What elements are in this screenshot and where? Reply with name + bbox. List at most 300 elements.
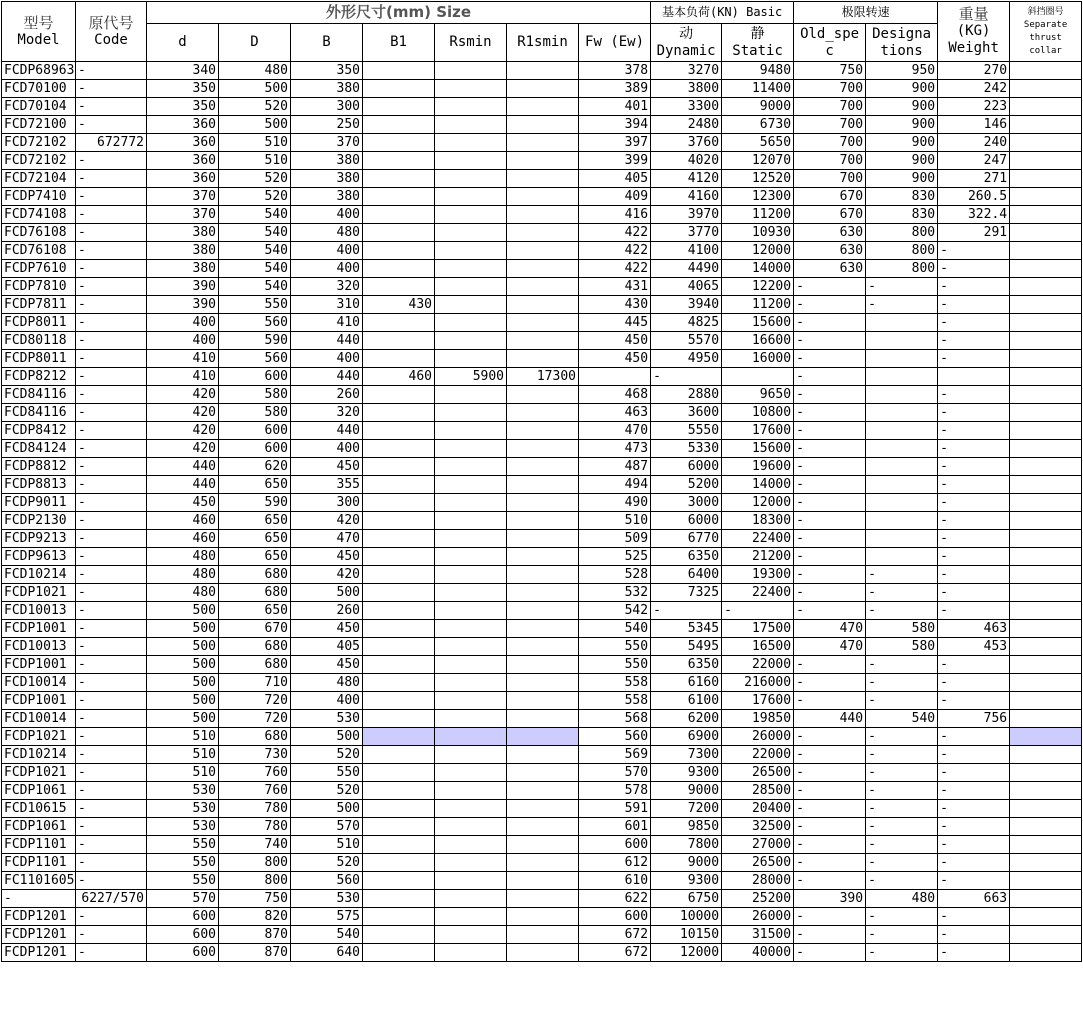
table-cell[interactable]: 11400 (722, 80, 794, 98)
table-cell[interactable]: 570 (147, 890, 219, 908)
table-cell[interactable]: - (866, 872, 938, 890)
table-cell[interactable]: - (938, 242, 1010, 260)
table-cell[interactable]: - (76, 116, 147, 134)
table-cell[interactable] (507, 854, 579, 872)
table-cell[interactable] (507, 350, 579, 368)
table-cell[interactable] (435, 98, 507, 116)
table-cell[interactable]: - (76, 674, 147, 692)
table-cell[interactable]: FC1101605 (2, 872, 76, 890)
table-cell[interactable]: - (794, 746, 866, 764)
table-cell[interactable] (507, 224, 579, 242)
table-cell[interactable]: 591 (579, 800, 651, 818)
table-cell[interactable] (507, 512, 579, 530)
table-cell[interactable]: 470 (579, 422, 651, 440)
table-cell[interactable]: - (938, 584, 1010, 602)
table-cell[interactable] (507, 548, 579, 566)
table-cell[interactable]: - (76, 728, 147, 746)
table-cell[interactable] (507, 872, 579, 890)
table-cell[interactable]: FCDP9613 (2, 548, 76, 566)
table-cell[interactable]: 480 (866, 890, 938, 908)
table-cell[interactable]: - (76, 188, 147, 206)
table-cell[interactable]: 31500 (722, 926, 794, 944)
table-cell[interactable] (435, 854, 507, 872)
table-cell[interactable]: FCDP1201 (2, 908, 76, 926)
table-cell[interactable] (435, 782, 507, 800)
table-cell[interactable] (1010, 206, 1082, 224)
table-cell[interactable]: 26500 (722, 764, 794, 782)
table-cell[interactable]: 620 (219, 458, 291, 476)
table-cell[interactable]: 360 (147, 116, 219, 134)
table-cell[interactable] (1010, 350, 1082, 368)
table-cell[interactable]: 320 (291, 278, 363, 296)
table-cell[interactable] (363, 926, 435, 944)
table-cell[interactable]: 440 (147, 458, 219, 476)
table-cell[interactable]: - (76, 656, 147, 674)
table-cell[interactable] (1010, 764, 1082, 782)
table-cell[interactable]: 5330 (651, 440, 722, 458)
table-cell[interactable]: 20400 (722, 800, 794, 818)
table-cell[interactable] (363, 800, 435, 818)
table-cell[interactable]: FCD84116 (2, 404, 76, 422)
table-cell[interactable] (363, 494, 435, 512)
table-cell[interactable] (363, 692, 435, 710)
table-cell[interactable]: 800 (866, 242, 938, 260)
table-cell[interactable]: - (76, 746, 147, 764)
table-cell[interactable]: 355 (291, 476, 363, 494)
table-cell[interactable]: 40000 (722, 944, 794, 962)
table-cell[interactable] (1010, 872, 1082, 890)
table-cell[interactable]: 3770 (651, 224, 722, 242)
table-cell[interactable]: 4100 (651, 242, 722, 260)
table-cell[interactable]: - (76, 332, 147, 350)
table-cell[interactable] (363, 782, 435, 800)
table-cell[interactable] (1010, 638, 1082, 656)
table-cell[interactable]: 750 (794, 62, 866, 80)
table-cell[interactable] (866, 458, 938, 476)
table-cell[interactable]: 650 (219, 548, 291, 566)
table-cell[interactable]: 550 (579, 638, 651, 656)
table-cell[interactable]: - (938, 440, 1010, 458)
table-cell[interactable]: - (866, 692, 938, 710)
table-cell[interactable]: - (938, 548, 1010, 566)
table-cell[interactable]: FCDP7410 (2, 188, 76, 206)
table-cell[interactable] (1010, 476, 1082, 494)
table-cell[interactable] (1010, 890, 1082, 908)
table-cell[interactable]: 500 (219, 116, 291, 134)
table-cell[interactable]: FCDP1061 (2, 782, 76, 800)
table-cell[interactable] (1010, 332, 1082, 350)
table-cell[interactable]: - (76, 278, 147, 296)
table-cell[interactable]: 7200 (651, 800, 722, 818)
table-cell[interactable]: 6160 (651, 674, 722, 692)
table-cell[interactable]: 870 (219, 926, 291, 944)
table-cell[interactable] (1010, 314, 1082, 332)
table-cell[interactable]: - (938, 296, 1010, 314)
table-cell[interactable]: - (938, 782, 1010, 800)
table-cell[interactable] (435, 314, 507, 332)
table-cell[interactable]: 16000 (722, 350, 794, 368)
table-cell[interactable] (363, 836, 435, 854)
table-cell[interactable]: 450 (291, 458, 363, 476)
table-cell[interactable]: 440 (291, 332, 363, 350)
table-cell[interactable]: 450 (291, 656, 363, 674)
table-cell[interactable]: - (866, 296, 938, 314)
table-cell[interactable]: - (938, 836, 1010, 854)
table-cell[interactable]: FCDP1021 (2, 764, 76, 782)
table-cell[interactable]: 870 (219, 944, 291, 962)
table-cell[interactable]: 630 (794, 260, 866, 278)
table-cell[interactable]: 450 (147, 494, 219, 512)
table-cell[interactable]: - (794, 278, 866, 296)
table-cell[interactable]: - (76, 926, 147, 944)
table-cell[interactable]: 600 (219, 440, 291, 458)
table-cell[interactable]: - (76, 314, 147, 332)
table-cell[interactable]: 5900 (435, 368, 507, 386)
table-cell[interactable]: - (938, 278, 1010, 296)
table-cell[interactable]: - (866, 926, 938, 944)
table-cell[interactable]: - (938, 656, 1010, 674)
table-cell[interactable] (435, 638, 507, 656)
table-cell[interactable] (1010, 548, 1082, 566)
table-cell[interactable]: - (794, 566, 866, 584)
table-cell[interactable] (363, 872, 435, 890)
table-cell[interactable]: 480 (291, 224, 363, 242)
table-cell[interactable] (507, 944, 579, 962)
table-cell[interactable]: - (76, 80, 147, 98)
table-cell[interactable]: 4825 (651, 314, 722, 332)
table-cell[interactable]: - (794, 476, 866, 494)
table-cell[interactable]: 680 (219, 656, 291, 674)
table-cell[interactable] (1010, 260, 1082, 278)
table-cell[interactable]: 350 (147, 80, 219, 98)
table-cell[interactable]: 830 (866, 206, 938, 224)
table-cell[interactable]: 509 (579, 530, 651, 548)
table-cell[interactable]: 223 (938, 98, 1010, 116)
table-cell[interactable]: 430 (363, 296, 435, 314)
table-cell[interactable]: 540 (219, 206, 291, 224)
table-cell[interactable]: - (794, 458, 866, 476)
table-cell[interactable]: 22000 (722, 656, 794, 674)
table-cell[interactable]: 800 (866, 260, 938, 278)
table-cell[interactable]: - (938, 728, 1010, 746)
table-cell[interactable]: 21200 (722, 548, 794, 566)
table-cell[interactable] (435, 674, 507, 692)
table-cell[interactable]: 3970 (651, 206, 722, 224)
table-cell[interactable] (363, 386, 435, 404)
table-cell[interactable]: - (938, 692, 1010, 710)
table-cell[interactable]: FCD70100 (2, 80, 76, 98)
table-cell[interactable]: 405 (579, 170, 651, 188)
table-cell[interactable]: 780 (219, 800, 291, 818)
table-cell[interactable]: 590 (219, 494, 291, 512)
table-cell[interactable]: - (794, 368, 866, 386)
table-cell[interactable]: 5345 (651, 620, 722, 638)
table-cell[interactable] (435, 944, 507, 962)
table-cell[interactable]: 7800 (651, 836, 722, 854)
table-cell[interactable]: 22400 (722, 530, 794, 548)
table-cell[interactable]: 500 (147, 692, 219, 710)
table-cell[interactable]: 6770 (651, 530, 722, 548)
table-cell[interactable]: 12000 (722, 494, 794, 512)
table-cell[interactable]: 4490 (651, 260, 722, 278)
table-cell[interactable]: 416 (579, 206, 651, 224)
table-cell[interactable]: - (938, 494, 1010, 512)
table-cell[interactable]: 650 (219, 530, 291, 548)
table-cell[interactable]: 6400 (651, 566, 722, 584)
table-cell[interactable]: - (794, 692, 866, 710)
table-cell[interactable] (1010, 116, 1082, 134)
table-cell[interactable] (507, 296, 579, 314)
table-cell[interactable]: 440 (291, 422, 363, 440)
table-cell[interactable]: 700 (794, 80, 866, 98)
table-cell[interactable]: 3760 (651, 134, 722, 152)
table-cell[interactable] (435, 296, 507, 314)
table-cell[interactable] (363, 656, 435, 674)
table-cell[interactable] (507, 710, 579, 728)
table-cell[interactable]: 510 (147, 728, 219, 746)
table-cell[interactable]: FCDP7810 (2, 278, 76, 296)
table-cell[interactable]: 900 (866, 116, 938, 134)
table-cell[interactable]: FCDP1001 (2, 620, 76, 638)
table-cell[interactable]: 487 (579, 458, 651, 476)
table-cell[interactable] (363, 116, 435, 134)
table-cell[interactable]: 3600 (651, 404, 722, 422)
table-cell[interactable]: 360 (147, 134, 219, 152)
table-cell[interactable] (507, 170, 579, 188)
table-cell[interactable] (1010, 440, 1082, 458)
table-cell[interactable]: 271 (938, 170, 1010, 188)
table-cell[interactable]: 6900 (651, 728, 722, 746)
table-cell[interactable] (507, 800, 579, 818)
table-cell[interactable]: - (938, 458, 1010, 476)
table-cell[interactable] (507, 152, 579, 170)
table-cell[interactable]: 670 (794, 188, 866, 206)
table-cell[interactable]: 780 (219, 818, 291, 836)
table-cell[interactable]: - (794, 836, 866, 854)
table-cell[interactable]: 5200 (651, 476, 722, 494)
table-cell[interactable]: 370 (147, 206, 219, 224)
table-cell[interactable] (1010, 62, 1082, 80)
table-cell[interactable]: 6100 (651, 692, 722, 710)
table-cell[interactable]: 580 (219, 386, 291, 404)
table-cell[interactable]: - (794, 818, 866, 836)
table-cell[interactable]: - (76, 548, 147, 566)
table-cell[interactable]: - (938, 386, 1010, 404)
table-cell[interactable]: - (866, 278, 938, 296)
table-cell[interactable]: 542 (579, 602, 651, 620)
table-cell[interactable] (507, 278, 579, 296)
table-cell[interactable] (435, 188, 507, 206)
table-cell[interactable]: 380 (291, 170, 363, 188)
table-cell[interactable]: FCD72100 (2, 116, 76, 134)
table-cell[interactable]: - (76, 206, 147, 224)
table-cell[interactable]: - (938, 350, 1010, 368)
table-cell[interactable] (507, 80, 579, 98)
table-cell[interactable] (507, 116, 579, 134)
table-cell[interactable] (1010, 782, 1082, 800)
table-cell[interactable]: 420 (147, 404, 219, 422)
table-cell[interactable] (435, 422, 507, 440)
table-cell[interactable]: - (938, 602, 1010, 620)
table-cell[interactable] (435, 800, 507, 818)
table-cell[interactable]: FCDP9213 (2, 530, 76, 548)
table-cell[interactable] (363, 584, 435, 602)
table-cell[interactable] (435, 818, 507, 836)
table-cell[interactable]: 680 (219, 566, 291, 584)
table-cell[interactable]: - (866, 728, 938, 746)
table-cell[interactable]: 420 (291, 512, 363, 530)
table-cell[interactable] (1010, 926, 1082, 944)
table-cell[interactable]: - (76, 422, 147, 440)
table-cell[interactable]: 6350 (651, 548, 722, 566)
table-cell[interactable]: - (938, 314, 1010, 332)
table-cell[interactable] (507, 692, 579, 710)
table-cell[interactable]: 600 (147, 908, 219, 926)
table-cell[interactable] (507, 602, 579, 620)
table-cell[interactable] (435, 134, 507, 152)
table-cell[interactable]: 450 (579, 332, 651, 350)
table-cell[interactable]: 540 (579, 620, 651, 638)
table-cell[interactable]: 420 (147, 422, 219, 440)
table-cell[interactable]: 440 (147, 476, 219, 494)
table-cell[interactable] (1010, 386, 1082, 404)
table-cell[interactable]: 9300 (651, 764, 722, 782)
table-cell[interactable]: 380 (147, 224, 219, 242)
table-cell[interactable]: 300 (291, 494, 363, 512)
table-cell[interactable] (363, 260, 435, 278)
table-cell[interactable]: 422 (579, 242, 651, 260)
table-cell[interactable]: 6000 (651, 512, 722, 530)
table-cell[interactable]: 630 (794, 224, 866, 242)
table-cell[interactable]: 405 (291, 638, 363, 656)
table-cell[interactable]: 270 (938, 62, 1010, 80)
table-cell[interactable]: 450 (291, 620, 363, 638)
table-cell[interactable]: - (651, 368, 722, 386)
table-cell[interactable]: - (866, 584, 938, 602)
table-cell[interactable] (507, 314, 579, 332)
table-cell[interactable]: 700 (794, 152, 866, 170)
table-cell[interactable]: 380 (291, 188, 363, 206)
table-cell[interactable]: 494 (579, 476, 651, 494)
table-cell[interactable]: 525 (579, 548, 651, 566)
table-cell[interactable]: 480 (219, 62, 291, 80)
table-cell[interactable]: - (76, 242, 147, 260)
table-cell[interactable]: - (938, 944, 1010, 962)
table-cell[interactable]: 440 (794, 710, 866, 728)
table-cell[interactable]: 558 (579, 674, 651, 692)
table-cell[interactable] (363, 530, 435, 548)
table-cell[interactable]: FCD10014 (2, 674, 76, 692)
table-cell[interactable] (363, 854, 435, 872)
table-cell[interactable]: 260.5 (938, 188, 1010, 206)
table-cell[interactable]: 291 (938, 224, 1010, 242)
table-cell[interactable]: - (76, 908, 147, 926)
table-cell[interactable] (1010, 728, 1082, 746)
table-cell[interactable]: 380 (147, 242, 219, 260)
table-cell[interactable] (1010, 224, 1082, 242)
table-cell[interactable]: 500 (147, 674, 219, 692)
table-cell[interactable]: 580 (866, 620, 938, 638)
table-cell[interactable]: - (76, 692, 147, 710)
table-cell[interactable]: - (866, 854, 938, 872)
table-cell[interactable] (363, 188, 435, 206)
table-cell[interactable] (1010, 152, 1082, 170)
table-cell[interactable]: 3800 (651, 80, 722, 98)
table-cell[interactable]: - (794, 314, 866, 332)
table-cell[interactable]: 760 (219, 764, 291, 782)
table-cell[interactable]: 146 (938, 116, 1010, 134)
table-cell[interactable]: - (76, 368, 147, 386)
table-cell[interactable]: 18300 (722, 512, 794, 530)
table-cell[interactable] (435, 836, 507, 854)
table-cell[interactable]: 800 (219, 854, 291, 872)
table-cell[interactable]: - (794, 350, 866, 368)
table-cell[interactable] (1010, 908, 1082, 926)
table-cell[interactable] (435, 350, 507, 368)
table-cell[interactable]: 350 (147, 98, 219, 116)
table-cell[interactable]: 540 (291, 926, 363, 944)
table-cell[interactable] (1010, 944, 1082, 962)
table-cell[interactable]: 410 (147, 350, 219, 368)
table-cell[interactable]: - (794, 548, 866, 566)
table-cell[interactable]: 240 (938, 134, 1010, 152)
table-cell[interactable] (507, 134, 579, 152)
table-cell[interactable]: 558 (579, 692, 651, 710)
table-cell[interactable] (435, 890, 507, 908)
table-cell[interactable]: 32500 (722, 818, 794, 836)
table-cell[interactable]: 900 (866, 152, 938, 170)
table-cell[interactable] (1010, 800, 1082, 818)
table-cell[interactable]: - (76, 872, 147, 890)
table-cell[interactable]: - (866, 674, 938, 692)
table-cell[interactable] (363, 170, 435, 188)
table-cell[interactable]: FCD10014 (2, 710, 76, 728)
table-cell[interactable] (363, 62, 435, 80)
table-cell[interactable]: - (794, 386, 866, 404)
table-cell[interactable]: - (938, 818, 1010, 836)
table-cell[interactable]: 12200 (722, 278, 794, 296)
table-cell[interactable] (1010, 80, 1082, 98)
table-cell[interactable] (363, 242, 435, 260)
table-cell[interactable] (363, 98, 435, 116)
table-cell[interactable]: 10150 (651, 926, 722, 944)
table-cell[interactable]: FCDP1201 (2, 926, 76, 944)
table-cell[interactable]: 4120 (651, 170, 722, 188)
table-cell[interactable] (866, 494, 938, 512)
table-cell[interactable]: - (866, 944, 938, 962)
table-cell[interactable]: - (76, 386, 147, 404)
table-cell[interactable]: 663 (938, 890, 1010, 908)
table-cell[interactable]: 520 (291, 854, 363, 872)
table-cell[interactable]: 580 (219, 404, 291, 422)
table-cell[interactable]: - (794, 944, 866, 962)
table-cell[interactable] (507, 836, 579, 854)
table-cell[interactable]: 10800 (722, 404, 794, 422)
table-cell[interactable] (363, 638, 435, 656)
table-cell[interactable]: 528 (579, 566, 651, 584)
table-cell[interactable]: 470 (794, 638, 866, 656)
table-cell[interactable]: 19300 (722, 566, 794, 584)
table-cell[interactable]: - (76, 476, 147, 494)
table-cell[interactable]: 390 (147, 296, 219, 314)
table-cell[interactable] (435, 242, 507, 260)
table-cell[interactable] (1010, 746, 1082, 764)
table-cell[interactable]: FCD10615 (2, 800, 76, 818)
table-cell[interactable] (363, 728, 435, 746)
table-cell[interactable]: - (794, 440, 866, 458)
table-cell[interactable]: 12300 (722, 188, 794, 206)
table-cell[interactable]: FCDP7811 (2, 296, 76, 314)
